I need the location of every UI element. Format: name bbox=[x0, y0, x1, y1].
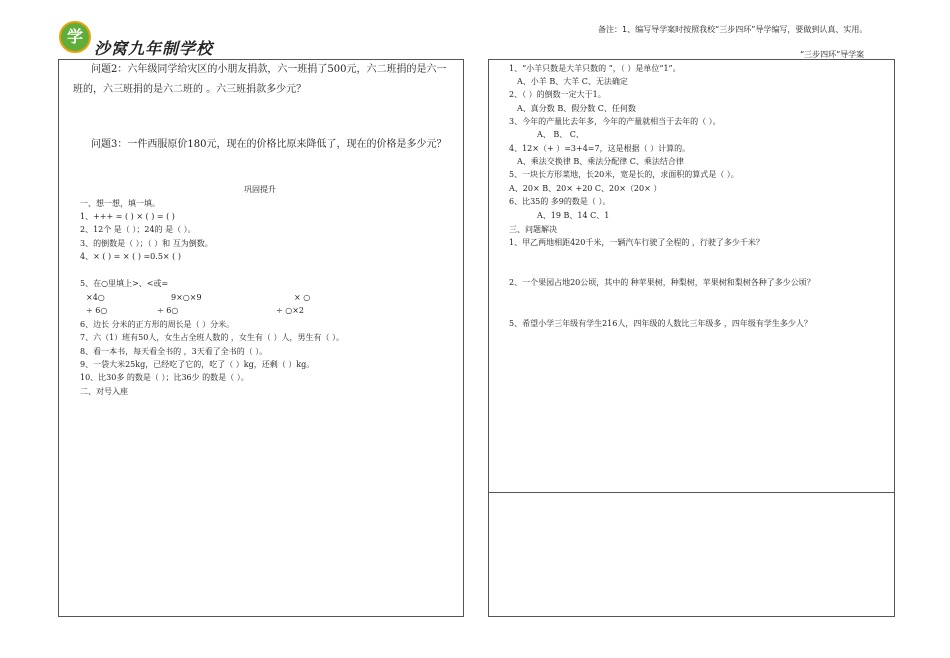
header-subtitle: “三步四环”导学案 bbox=[800, 50, 865, 59]
question-6: 6、边长 分米的正方形的周长是（ ）分米。 bbox=[80, 320, 235, 329]
problem-3: 问题3：一件西服原价180元，现在的价格比原来降低了，现在的价格是多少元？ bbox=[91, 139, 447, 150]
choice-3: 3、今年的产量比去年多，今年的产量就相当于去年的（ ）。 bbox=[509, 117, 721, 126]
choice-1: 1、“小羊只数是大羊只数的 ”，（ ）是单位“1”。 bbox=[509, 64, 681, 73]
q5-item-b: 9×○×9 bbox=[171, 293, 202, 302]
question-1: 1、+++ = ( ) × ( ) = ( ) bbox=[80, 212, 175, 221]
q5-item-a: ×4○ bbox=[86, 293, 105, 302]
word-problem-1: 1、甲乙两地相距420千米，一辆汽车行驶了全程的 ，行驶了多少千米？ bbox=[509, 238, 764, 247]
section-1-heading: 一、想一想，填一填。 bbox=[80, 199, 160, 208]
question-7: 7、六（1）班有50人，女生占全班人数的 ，女生有（ ）人，男生有（ ）。 bbox=[80, 333, 344, 342]
choice-6: 6、比35的 多9的数是（ ）。 bbox=[509, 197, 611, 206]
problem-2-line2: 班的，六三班捐的是六二班的 。六三班捐款多少元？ bbox=[73, 84, 307, 95]
choice-5: 5、一块长方形菜地，长20米，宽是长的，求面积的算式是（ ）。 bbox=[509, 170, 739, 179]
problem-2-line1: 问题2：六年级同学给灾区的小朋友捐款，六一班捐了500元，六二班捐的是六一 bbox=[91, 64, 447, 75]
question-3: 3、的倒数是（ ）；（ ）和 互为倒数。 bbox=[80, 239, 213, 248]
school-name: 沙窝九年制学校 bbox=[94, 39, 214, 58]
choice-1-options: A、小羊 B、大羊 C、无法确定 bbox=[517, 77, 628, 86]
choice-2-options: A、真分数 B、假分数 C、任何数 bbox=[517, 104, 636, 113]
section-2-heading: 二、对号入座 bbox=[80, 387, 128, 396]
q5-item-d: ÷ 6○ bbox=[86, 306, 108, 315]
right-panel-divider bbox=[488, 492, 894, 493]
choice-3-options: A、 B、 C、 bbox=[537, 130, 584, 139]
section-title: 巩固提升 bbox=[244, 185, 276, 194]
word-problem-2: 2、一个果园占地20公顷，其中的 种苹果树，种梨树，苹果树和梨树各种了多少公顷？ bbox=[509, 278, 815, 287]
question-4: 4、× ( ) = × ( ) =0.5× ( ) bbox=[80, 252, 181, 261]
question-8: 8、看一本书，每天看全书的 ，3天看了全书的（ ）。 bbox=[80, 347, 268, 356]
choice-2: 2、（ ）的倒数一定大于1。 bbox=[509, 90, 606, 99]
q5-item-e: ÷ 6○ bbox=[157, 306, 179, 315]
choice-4: 4、12×（+ ）=3+4=7，这是根据（ ）计算的。 bbox=[509, 144, 691, 153]
q5-item-f: ÷ ○×2 bbox=[276, 306, 305, 315]
header-note: 备注：1、编写导学案时按照我校“三步四环”导学编写，要做到认真、实用。 bbox=[598, 25, 868, 34]
choice-6-options: A、19 B、14 C、1 bbox=[537, 211, 610, 220]
choice-4-options: A、乘法交换律 B、乘法分配律 C、乘法结合律 bbox=[517, 157, 684, 166]
question-10: 10、比30多 的数是（ ）；比36少 的数是（ ）。 bbox=[80, 373, 249, 382]
logo-char: 学 bbox=[66, 27, 83, 46]
question-9: 9、一袋大米25kg，已经吃了它的，吃了（ ）kg，还剩（ ）kg。 bbox=[80, 360, 315, 369]
question-5: 5、在○里填上>、<或= bbox=[80, 279, 169, 288]
school-logo bbox=[59, 21, 91, 53]
right-panel bbox=[488, 59, 895, 617]
choice-5-options: A、20× B、20× +20 C、20×（20× ） bbox=[509, 184, 662, 193]
q5-item-c: × ○ bbox=[294, 293, 311, 302]
word-problem-5: 5、希望小学三年级有学生216人，四年级的人数比三年级多 ，四年级有学生多少人？ bbox=[509, 319, 812, 328]
section-3-heading: 三、问题解决 bbox=[509, 225, 557, 234]
question-2: 2、12个 是（ ）；24的 是（ ）。 bbox=[80, 225, 196, 234]
